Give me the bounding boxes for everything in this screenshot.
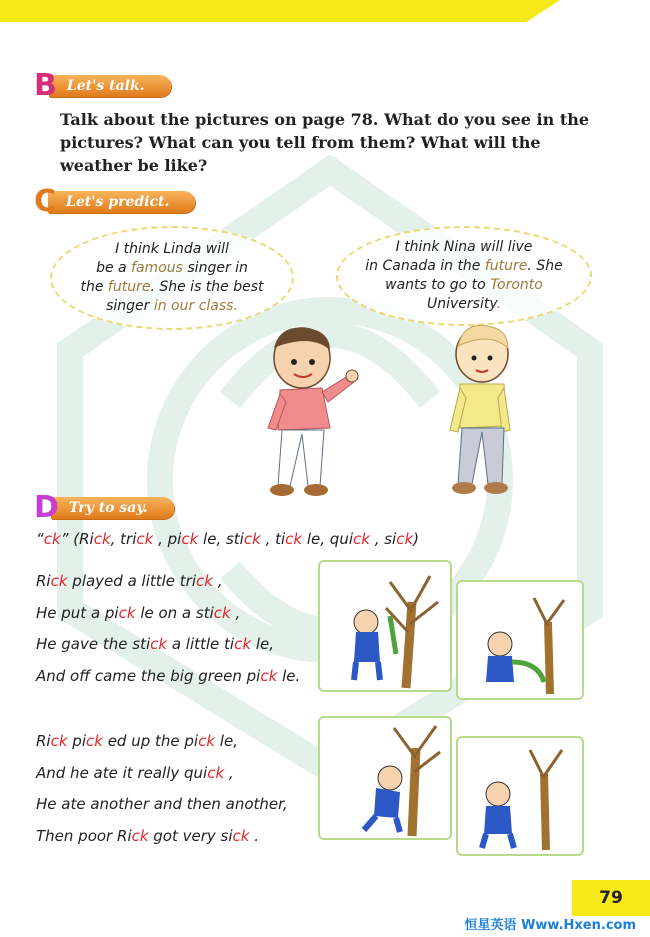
poem-line <box>36 566 300 598</box>
highlighted-word: Toronto <box>490 277 543 293</box>
ck-text: , tri <box>110 530 137 548</box>
poem-line <box>36 629 300 661</box>
poem-stanza-1 <box>36 566 300 692</box>
section-letter: C <box>34 184 57 219</box>
ck-word-list <box>36 530 419 548</box>
ck-text: , ti <box>260 530 286 548</box>
highlighted-word: future <box>484 258 528 274</box>
section-d-label <box>34 490 174 525</box>
poem-text: a little ti <box>167 635 235 653</box>
ck-highlight: ck <box>86 732 103 750</box>
talk-instructions: Talk about the pictures on page 78. What do you see in the pictures? What can you tell from them? What will the weather be like? <box>60 110 590 175</box>
bubble-line <box>365 295 562 314</box>
ck-highlight: ck <box>353 530 370 548</box>
ck-highlight: ck <box>181 530 199 548</box>
poem-text: He gave the sti <box>36 635 151 653</box>
ck-text: , pi <box>153 530 182 548</box>
highlighted-word: future <box>107 279 151 295</box>
ck-text: le, sti <box>198 530 244 548</box>
poem-text: . <box>249 826 260 845</box>
bubble-line <box>365 257 562 276</box>
ck-highlight: ck <box>131 826 149 845</box>
ck-highlight: ck <box>118 603 136 622</box>
ck-text: , si <box>369 530 397 548</box>
ck-highlight: ck <box>260 666 278 685</box>
ck-highlight: ck <box>213 603 231 622</box>
ck-highlight: ck <box>232 826 250 845</box>
bubble-text: wants to go to <box>385 277 491 293</box>
poem-text: And off came the big green pi <box>36 666 261 685</box>
site-watermark-text: 恒星英语 Www.Hxen.com <box>464 918 636 933</box>
tall-boy-figure <box>436 318 526 500</box>
poem-line <box>36 726 288 758</box>
illustration-panel-4 <box>456 736 584 856</box>
bubble-line <box>365 238 562 257</box>
poem-text: le, <box>251 635 274 653</box>
poem-text: He ate another and then another, <box>36 795 288 813</box>
bubble-text: be a <box>96 260 132 276</box>
bubble-text: the <box>80 279 108 295</box>
poem-line <box>36 598 300 630</box>
poem-line <box>36 789 288 821</box>
ck-text: ) <box>413 530 420 548</box>
section-b-label <box>34 68 171 103</box>
poem-stanza-2 <box>36 726 288 852</box>
boy-picking-illustration <box>320 718 450 838</box>
highlighted-word: . <box>496 296 501 312</box>
section-letter: B <box>34 68 57 103</box>
illustration-panel-3 <box>318 716 452 840</box>
ck-highlight: ck <box>50 732 68 750</box>
poem-text: le on a sti <box>135 603 214 622</box>
section-c-label <box>34 184 195 219</box>
sick-boy-illustration <box>458 738 582 854</box>
ck-highlight: ck <box>93 530 111 548</box>
bubble-text: in Canada in the <box>365 258 485 274</box>
poem-text: , <box>230 603 241 622</box>
poem-text: ed up the pi <box>102 732 199 750</box>
ck-highlight: ck <box>285 530 303 548</box>
bubble-text: singer in <box>182 260 248 276</box>
poem-text: Ri <box>36 732 51 750</box>
tree-boy-illustration <box>320 562 450 690</box>
ck-text: ” (Ri <box>60 530 94 548</box>
ck-text: le, qui <box>302 530 353 548</box>
bubble-line <box>365 276 562 295</box>
poem-text: played a little tri <box>67 572 197 590</box>
poem-text: le, <box>215 732 238 750</box>
bubble-text: I think Linda will <box>115 241 229 257</box>
bubble-line <box>80 240 263 259</box>
poem-text: le. <box>277 666 301 685</box>
poem-text: Ri <box>36 572 51 590</box>
ck-highlight: ck <box>150 635 168 653</box>
poem-text: He put a pi <box>36 603 119 622</box>
speech-bubble-right <box>336 226 592 326</box>
poem-text: got very si <box>148 826 233 845</box>
poem-line <box>36 758 288 790</box>
speech-bubble-left <box>50 226 294 330</box>
bubble-text: I think Nina will live <box>395 239 533 255</box>
ck-highlight: ck <box>136 530 154 548</box>
ck-highlight: ck <box>396 530 414 548</box>
poem-text: Then poor Ri <box>36 826 132 845</box>
ck-text: “ <box>36 530 44 548</box>
poem-line <box>36 821 288 853</box>
ck-highlight: ck <box>50 572 68 590</box>
bubble-line <box>80 259 263 278</box>
illustration-panel-1 <box>318 560 452 692</box>
highlighted-word: famous <box>131 260 183 276</box>
section-title: Try to say. <box>51 497 174 519</box>
ck-highlight: ck <box>207 763 225 782</box>
bubble-line <box>80 278 263 297</box>
bubble-line <box>80 297 263 316</box>
poem-text: , <box>212 572 223 590</box>
bubble-text: . She <box>527 258 563 274</box>
ck-highlight: ck <box>43 530 61 548</box>
poem-text: pi <box>67 732 86 750</box>
boy-eating-illustration <box>458 582 582 698</box>
poem-text: And he ate it really qui <box>36 763 208 782</box>
ck-highlight: ck <box>198 732 216 750</box>
ck-highlight: ck <box>196 572 213 590</box>
bubble-text: . She is the best <box>150 279 264 295</box>
section-letter: D <box>34 490 59 525</box>
poem-line <box>36 661 300 693</box>
illustration-panel-2 <box>456 580 584 700</box>
section-title: Let's talk. <box>49 75 171 97</box>
section-title: Let's predict. <box>48 191 195 213</box>
ck-highlight: ck <box>234 635 252 653</box>
poem-text: , <box>224 763 234 782</box>
bubble-text: singer <box>106 298 150 314</box>
page-number: 79 <box>572 880 650 916</box>
ck-highlight: ck <box>243 530 261 548</box>
highlighted-word: in our class. <box>149 298 238 314</box>
boy-figure <box>250 318 365 500</box>
bubble-text: University <box>427 296 497 312</box>
top-banner <box>0 0 560 22</box>
